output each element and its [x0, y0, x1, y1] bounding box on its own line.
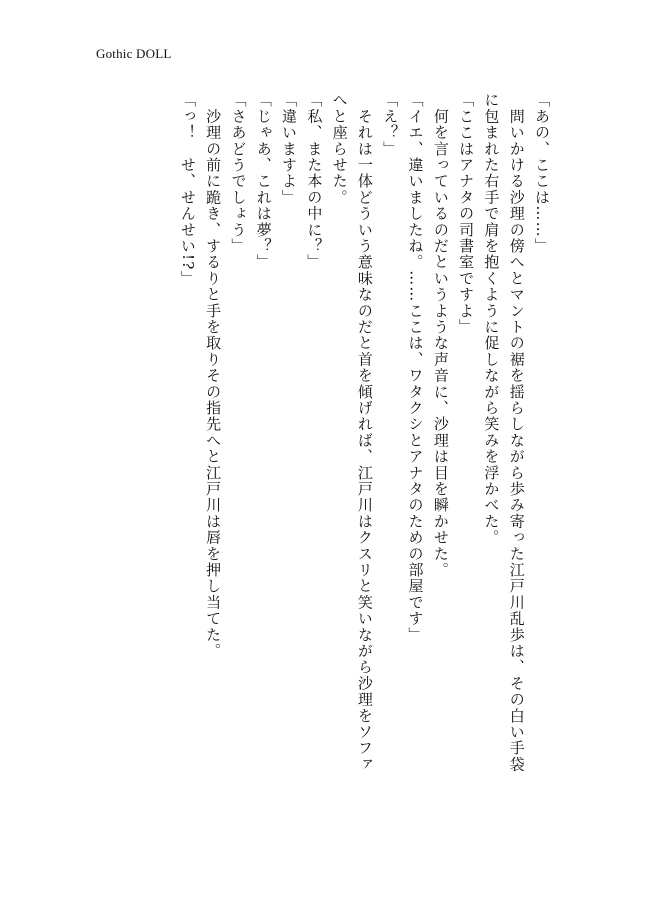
text-line-12: 「じゃあ、これは夢？」 [254, 92, 273, 271]
text-line-5: 何を言っているのだというような声音に、沙理は目を瞬かせた。 [431, 92, 450, 578]
text-line-10: 「私、また本の中に？」 [305, 92, 324, 271]
text-line-15: 「っ！ せ、せんせい!?」 [178, 92, 197, 287]
text-line-1: 「あの、ここは……」 [533, 92, 551, 254]
text-line-14: 沙理の前に跪き、するりと手を取りその指先へと江戸川は唇を押し当てた。 [204, 92, 223, 659]
text-line-3: に包まれた右手で肩を抱くように促しながら笑みを浮かべた。 [482, 92, 501, 546]
vertical-text-body [175, 92, 554, 832]
text-line-2: 問いかける沙理の傍へとマントの裾を揺らしながら歩み寄った江戸川乱歩は、その白い手袋 [507, 92, 526, 773]
text-line-4: 「ここはアナタの司書室ですよ」 [457, 92, 476, 335]
page-header-title: Gothic DOLL [96, 46, 172, 61]
text-line-7: 「え？」 [381, 92, 400, 157]
text-line-13: 「さあどうでしょう」 [229, 92, 248, 254]
text-line-9: へと座らせた。 [330, 92, 349, 206]
text-line-11: 「違いますよ」 [280, 92, 299, 206]
text-line-6: 「イエ、違いましたね。……ここは、ワタクシとアナタのための部屋です」 [406, 92, 425, 643]
text-line-8: それは一体どういう意味なのだと首を傾げれば、江戸川はクスリと笑いながら沙理をソファ [355, 92, 374, 773]
